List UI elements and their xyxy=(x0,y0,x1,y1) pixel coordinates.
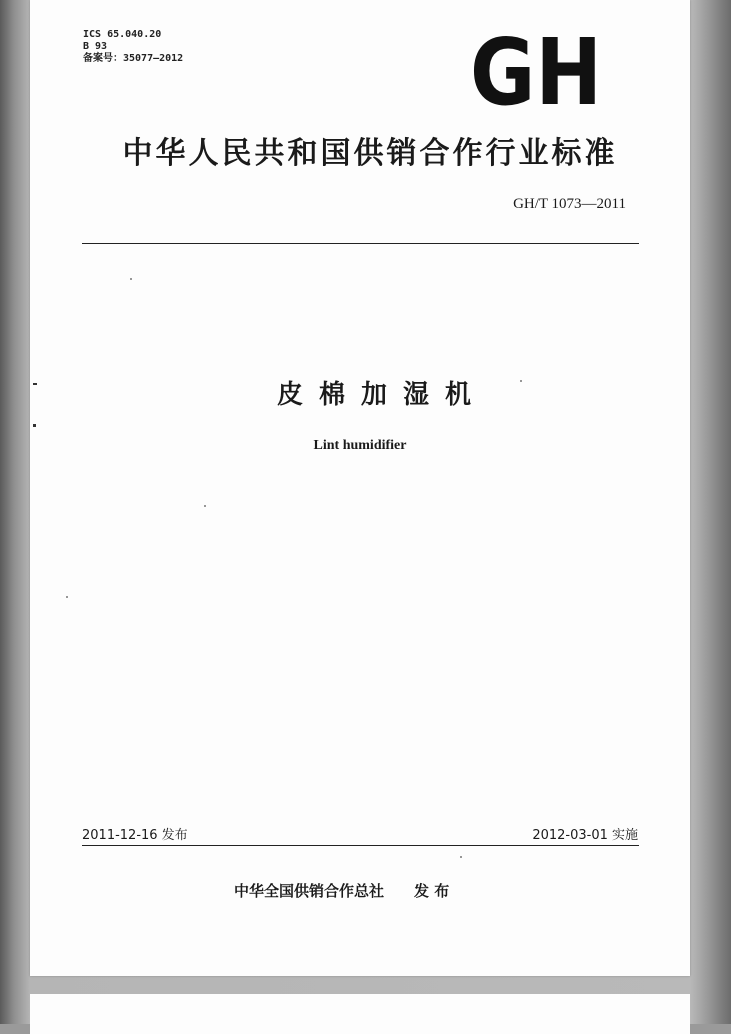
scan-speck xyxy=(520,380,522,382)
gh-logo-text: GH xyxy=(470,19,602,126)
publisher-line xyxy=(234,880,449,901)
classification-block xyxy=(83,29,183,65)
issue-date: 2011-12-16 发布 xyxy=(82,828,188,843)
scan-speck xyxy=(460,856,462,858)
scan-speck xyxy=(204,505,206,507)
scan-speck xyxy=(66,596,68,598)
gh-logo xyxy=(468,19,604,126)
ics-code: ICS 65.040.20 xyxy=(83,29,162,40)
footer-divider xyxy=(82,845,639,846)
standard-number: GH/T 1073—2011 xyxy=(513,196,626,212)
scan-speck xyxy=(130,278,132,280)
document-page xyxy=(30,0,690,976)
publisher-name: 中华全国供销合作总社 xyxy=(234,882,385,900)
scan-edge-mark xyxy=(33,424,36,427)
document-title-cn: 皮棉加湿机 xyxy=(276,380,487,410)
document-title-en: Lint humidifier xyxy=(313,438,407,453)
organization-title: 中华人民共和国供销合作行业标准 xyxy=(122,136,618,171)
record-number: 备案号：35077—2012 xyxy=(83,53,184,64)
next-page-edge xyxy=(30,994,690,1034)
scan-edge-mark xyxy=(33,383,37,385)
header-divider xyxy=(82,243,639,244)
publisher-action: 发 布 xyxy=(414,882,450,900)
class-code: B 93 xyxy=(83,41,108,52)
implementation-date: 2012-03-01 实施 xyxy=(532,828,638,843)
